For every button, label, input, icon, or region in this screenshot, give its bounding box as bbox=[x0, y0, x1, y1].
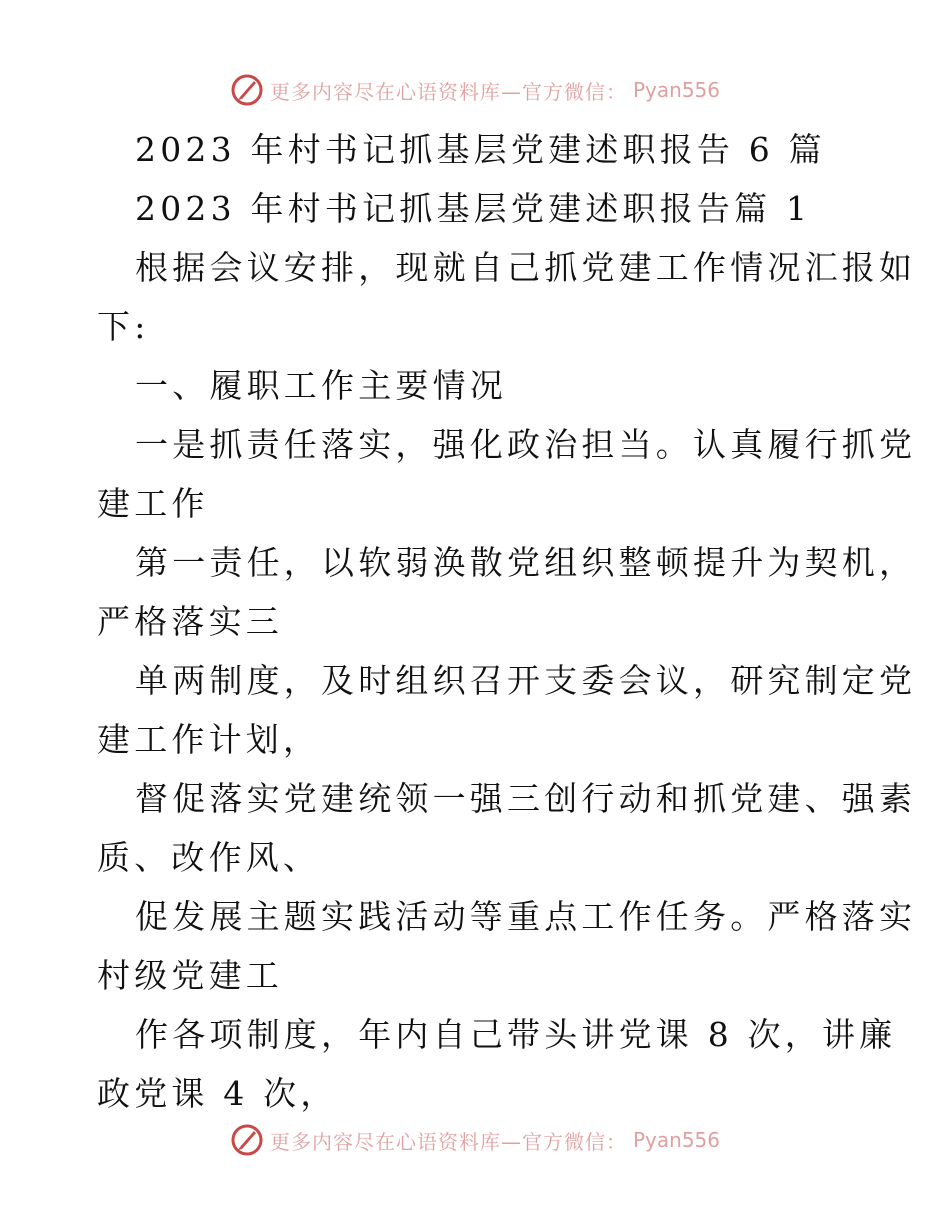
paragraph-line: 督促落实党建统领一强三创行动和抓党建、强素 bbox=[135, 779, 917, 818]
paragraph-line: 根据会议安排，现就自己抓党建工作情况汇报如 bbox=[135, 248, 917, 287]
paragraph-line: 促发展主题实践活动等重点工作任务。严格落实 bbox=[135, 897, 917, 936]
quill-logo-icon bbox=[230, 1123, 264, 1157]
paragraph-line: 单两制度，及时组织召开支委会议，研究制定党 bbox=[135, 661, 917, 700]
quill-logo-icon bbox=[230, 73, 264, 107]
paragraph-line: 建工作计划， bbox=[97, 720, 321, 759]
paragraph-line: 村级党建工 bbox=[97, 956, 283, 995]
paragraph-line: 严格落实三 bbox=[97, 602, 283, 641]
footer-watermark bbox=[0, 1120, 950, 1160]
paragraph-line: 下: bbox=[97, 307, 150, 346]
section-heading: 2023 年村书记抓基层党建述职报告篇 1 bbox=[135, 189, 812, 228]
paragraph-line: 第一责任，以软弱涣散党组织整顿提升为契机， bbox=[135, 543, 917, 582]
watermark-text: 更多内容尽在心语资料库—官方微信： bbox=[269, 79, 627, 104]
paragraph-line: 建工作 bbox=[97, 484, 209, 523]
subheading: 一、履职工作主要情况 bbox=[135, 366, 507, 405]
header-watermark bbox=[0, 70, 950, 110]
watermark-wechat-id: Pyan556 bbox=[632, 1128, 720, 1152]
watermark-text: 更多内容尽在心语资料库—官方微信： bbox=[269, 1129, 627, 1154]
paragraph-line: 政党课 4 次， bbox=[97, 1074, 338, 1113]
paragraph-line: 一是抓责任落实，强化政治担当。认真履行抓党 bbox=[135, 425, 917, 464]
paragraph-line: 作各项制度，年内自己带头讲党课 8 次，讲廉 bbox=[135, 1015, 897, 1054]
watermark-wechat-id: Pyan556 bbox=[632, 78, 720, 102]
document-body bbox=[97, 120, 917, 1123]
paragraph-line: 质、改作风、 bbox=[97, 838, 321, 877]
document-title: 2023 年村书记抓基层党建述职报告 6 篇 bbox=[135, 130, 826, 169]
